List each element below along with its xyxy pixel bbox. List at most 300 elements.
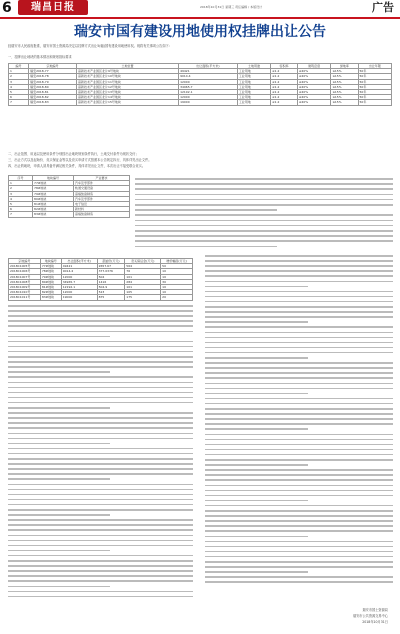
table-header-cell: 出让面积(平方米) — [61, 259, 97, 264]
text-line — [205, 495, 393, 497]
table-cell: 9014.4 — [179, 74, 238, 79]
text-line — [8, 417, 193, 419]
industry-table — [8, 175, 130, 218]
table-cell: 101 — [125, 274, 161, 279]
header-rule — [0, 17, 400, 19]
text-line — [205, 270, 393, 272]
text-line — [205, 372, 393, 374]
text-line — [8, 514, 110, 516]
text-line — [205, 281, 393, 283]
table-header-cell: 增价幅度(万元) — [161, 259, 193, 264]
text-line — [8, 315, 193, 317]
table-cell: 10 — [161, 290, 193, 295]
price-table — [8, 258, 193, 301]
text-line — [205, 490, 393, 492]
text-line — [8, 402, 193, 404]
text-line — [205, 291, 393, 293]
text-line — [8, 560, 193, 562]
table-cell: 34965.7 — [61, 279, 97, 284]
text-line — [205, 551, 393, 553]
table-cell: 高新技术产业园区北片13号地块 — [77, 90, 179, 95]
table-cell: ≥1.2 — [271, 95, 298, 100]
text-line — [8, 478, 110, 480]
text-line — [8, 463, 193, 465]
table-cell: 1 — [9, 181, 33, 186]
text-line — [8, 438, 193, 440]
table-cell: 2 — [9, 186, 33, 191]
table-cell: 工业用地 — [237, 69, 270, 74]
table-row — [9, 212, 130, 217]
text-line — [135, 235, 393, 237]
table-cell: 10 — [161, 285, 193, 290]
table-cell: 汽车及零部件 — [73, 196, 129, 201]
footer-org: 瑞安市国土资源局 — [362, 608, 388, 612]
text-line — [205, 571, 308, 573]
table-cell: 105 — [125, 290, 161, 295]
text-line — [135, 204, 393, 206]
table-cell: 瑞安2018-77 — [29, 69, 77, 74]
text-line — [205, 357, 308, 359]
table-cell: 377.0376 — [97, 269, 125, 274]
text-line — [205, 459, 393, 461]
text-line — [8, 580, 193, 582]
text-line — [135, 225, 393, 227]
table-header-cell: 土地用途 — [237, 64, 270, 69]
table-cell: 49421 — [179, 69, 238, 74]
section-heading-1: 一、挂牌出让地块的基本情况和规划指标要求 — [8, 55, 72, 59]
text-line — [8, 331, 193, 333]
table-cell: ≤15% — [331, 100, 358, 105]
table-header-cell: 宗地编号 — [29, 64, 77, 69]
table-cell: 50年 — [358, 74, 392, 79]
text-line — [205, 546, 393, 548]
text-line — [8, 540, 193, 542]
text-line — [8, 519, 193, 521]
table-header-cell: 建筑密度 — [297, 64, 330, 69]
text-line — [8, 529, 193, 531]
text-line — [205, 306, 393, 308]
table-cell: 新材料 — [73, 207, 129, 212]
table-cell: 工业用地 — [237, 100, 270, 105]
table-cell: 34965.7 — [179, 84, 238, 89]
text-line — [205, 454, 393, 456]
text-line — [8, 407, 110, 409]
mid-note-2: 三、出让方式以及起始价、竞买保证金等以及竞买申请方式按照本公告规定执行，具体详见出让文件。 — [8, 158, 152, 162]
footer-org-2: 瑞安市公共资源交易中心 — [352, 614, 388, 618]
text-line — [8, 575, 193, 577]
table-cell: ≥40% — [297, 90, 330, 95]
table-cell: 高端装备制造 — [73, 191, 129, 196]
table-cell: 12192.1 — [61, 285, 97, 290]
table-header-cell: 序号 — [9, 176, 33, 181]
table-cell: 高新技术产业园区北片14号地块 — [77, 95, 179, 100]
text-line — [205, 342, 393, 344]
table-cell: 50年 — [358, 69, 392, 74]
text-line — [205, 530, 393, 532]
table-cell: 瑞安2018-78 — [29, 74, 77, 79]
table-cell: ≤15% — [331, 79, 358, 84]
text-line — [205, 337, 393, 339]
table-cell: 瑞安2018-79 — [29, 79, 77, 84]
table-cell: 7 — [9, 100, 29, 105]
text-line — [8, 351, 193, 353]
text-line — [8, 305, 193, 307]
table-cell: ≥1.2 — [271, 74, 298, 79]
text-line — [135, 240, 393, 242]
table-cell: 2018C1008号 — [9, 279, 41, 284]
table-cell: ≤15% — [331, 95, 358, 100]
table-cell: 50年 — [358, 100, 392, 105]
text-line — [8, 458, 193, 460]
text-line — [8, 346, 193, 348]
text-line — [8, 341, 193, 343]
text-line — [205, 434, 393, 436]
text-line — [205, 469, 393, 471]
table-cell: 77#地块 — [33, 181, 74, 186]
table-cell: 10 — [161, 274, 193, 279]
text-line — [135, 178, 393, 180]
text-line — [8, 366, 193, 368]
table-cell: 4 — [9, 196, 33, 201]
table-cell: 78#地块 — [33, 186, 74, 191]
table-header-cell: 编号 — [9, 64, 29, 69]
text-line — [135, 230, 393, 232]
text-line — [205, 301, 393, 303]
header-info: 2018年10月31日 星期三 责任编辑 / 本版设计 — [200, 5, 263, 9]
table-cell: 30 — [161, 279, 193, 284]
text-line — [205, 520, 393, 522]
text-line — [205, 449, 393, 451]
table-cell: 6 — [9, 207, 33, 212]
text-line — [135, 199, 393, 201]
text-line — [205, 296, 393, 298]
table-cell: 高新技术产业园区北片9号地块 — [77, 69, 179, 74]
text-line — [205, 388, 393, 390]
table-cell: 5 — [9, 202, 33, 207]
text-line — [135, 183, 393, 185]
table-cell: 工业用地 — [237, 84, 270, 89]
table-cell: 5 — [9, 90, 29, 95]
table-row — [9, 100, 392, 105]
table-cell: 875 — [97, 295, 125, 300]
text-line — [8, 371, 110, 373]
text-line — [135, 246, 277, 248]
table-cell: 2018C1005号 — [9, 264, 41, 269]
text-line — [8, 336, 110, 338]
table-cell: 高新技术产业园区北片10号地块 — [77, 74, 179, 79]
table-cell: 3 — [9, 191, 33, 196]
table-cell: ≥1.2 — [271, 90, 298, 95]
table-cell: 1416 — [97, 279, 125, 284]
table-cell: 50年 — [358, 84, 392, 89]
table-cell: 82#地块 — [40, 290, 61, 295]
text-line — [205, 423, 393, 425]
text-line — [8, 509, 193, 511]
text-line — [8, 356, 193, 358]
table-header-cell: 容积率 — [271, 64, 298, 69]
table-header-cell: 地块编号 — [40, 259, 61, 264]
text-line — [205, 311, 393, 313]
table-cell: 50年 — [358, 95, 392, 100]
text-line — [8, 504, 193, 506]
intro-text: 经瑞安市人民政府批准，瑞安市国土资源局决定以挂牌方式出让5(幅)国有建设用地使用权。现将有关事项公告如下： — [8, 44, 172, 48]
table-cell: 12000 — [179, 79, 238, 84]
table-cell: 瑞安2018-80 — [29, 84, 77, 89]
table-cell: 77#地块 — [40, 264, 61, 269]
text-line — [205, 576, 393, 578]
table-cell: 79#地块 — [33, 191, 74, 196]
table-header-cell: 绿地率 — [331, 64, 358, 69]
page-number: 6 — [2, 0, 16, 16]
table-cell: 79#地块 — [40, 274, 61, 279]
table-cell: 6 — [9, 95, 29, 100]
text-line — [8, 422, 193, 424]
table-cell: 2018C1009号 — [9, 285, 41, 290]
table-header-cell: 竞买保证金(万元) — [125, 259, 161, 264]
table-cell: 19000 — [61, 295, 97, 300]
table-cell: 2657.67 — [97, 264, 125, 269]
table-cell: ≤15% — [331, 74, 358, 79]
table-header-cell: 出让面积(平方米) — [179, 64, 238, 69]
table-cell: 2 — [9, 74, 29, 79]
text-line — [205, 561, 393, 563]
table-cell: ≥40% — [297, 95, 330, 100]
text-line — [8, 555, 193, 557]
text-line — [205, 332, 393, 334]
text-line — [205, 367, 393, 369]
text-line — [205, 515, 393, 517]
table-cell: 49421 — [61, 264, 97, 269]
text-line — [205, 505, 393, 507]
text-line — [205, 352, 393, 354]
table-cell: 汽车及零部件 — [73, 181, 129, 186]
text-line — [205, 398, 393, 400]
text-line — [8, 361, 193, 363]
text-line — [205, 408, 393, 410]
text-line — [8, 392, 193, 394]
table-cell: 1 — [9, 69, 29, 74]
table-cell: ≥40% — [297, 69, 330, 74]
text-line — [205, 525, 393, 527]
text-line — [205, 326, 393, 328]
text-line — [8, 376, 193, 378]
text-line — [8, 535, 193, 537]
table-cell: 50 — [161, 264, 193, 269]
text-line — [205, 255, 393, 257]
table-cell: 轨道交通设备 — [73, 186, 129, 191]
table-cell: 2018C1006号 — [9, 269, 41, 274]
table-header-cell: 地块编号 — [33, 176, 74, 181]
table-cell: ≤15% — [331, 90, 358, 95]
text-line — [8, 448, 193, 450]
table-cell: 电子信息 — [73, 202, 129, 207]
text-line — [205, 479, 393, 481]
text-line — [205, 321, 308, 323]
text-line — [205, 474, 393, 476]
table-cell: 80#地块 — [33, 196, 74, 201]
text-line — [8, 489, 193, 491]
text-line — [205, 377, 393, 379]
table-cell: 高新技术产业园区北片11号地块 — [77, 79, 179, 84]
table-cell: 10 — [161, 269, 193, 274]
table-cell: 瑞安2018-81 — [29, 90, 77, 95]
text-line — [205, 485, 393, 487]
table-cell: 83#地块 — [40, 295, 61, 300]
table-cell: 81#地块 — [40, 285, 61, 290]
text-line — [8, 412, 193, 414]
table-header-cell: 产业要求 — [73, 176, 129, 181]
footer-date: 2018年10月31日 — [362, 620, 388, 624]
table-cell: ≥40% — [297, 100, 330, 105]
table-cell: 81#地块 — [33, 202, 74, 207]
table-cell: ≥40% — [297, 84, 330, 89]
table-cell: 504 — [97, 274, 125, 279]
table-cell: ≥1.2 — [271, 79, 298, 84]
text-line — [8, 382, 193, 384]
text-line — [8, 473, 193, 475]
table-cell: 4 — [9, 84, 29, 89]
table-cell: 19000 — [179, 100, 238, 105]
text-line — [205, 510, 393, 512]
table-cell: 12000 — [61, 274, 97, 279]
text-line — [8, 433, 193, 435]
table-cell: 20 — [161, 295, 193, 300]
text-line — [205, 362, 393, 364]
table-header-cell: 土地位置 — [77, 64, 179, 69]
text-line — [205, 541, 393, 543]
section-label: 广告 — [372, 1, 394, 14]
text-line — [8, 596, 193, 598]
text-line — [8, 325, 193, 327]
text-line — [205, 275, 393, 277]
table-cell: 7 — [9, 212, 33, 217]
table-cell: 82#地块 — [33, 207, 74, 212]
table-cell: 2018C1010号 — [9, 290, 41, 295]
table-cell: 工业用地 — [237, 74, 270, 79]
table-cell: 76 — [125, 269, 161, 274]
text-line — [8, 586, 110, 588]
text-line — [8, 550, 110, 552]
table-cell: 工业用地 — [237, 79, 270, 84]
text-line — [205, 444, 393, 446]
table-cell: 工业用地 — [237, 90, 270, 95]
text-line — [8, 443, 110, 445]
text-line — [205, 439, 393, 441]
table-cell: 工业用地 — [237, 95, 270, 100]
text-line — [135, 188, 393, 190]
table-cell: 284 — [125, 279, 161, 284]
table-cell: 12000 — [61, 290, 97, 295]
table-cell: 高端装备制造 — [73, 212, 129, 217]
text-line — [205, 393, 308, 395]
text-line — [8, 427, 193, 429]
table-cell: 78#地块 — [40, 269, 61, 274]
table-cell: 2018C1011号 — [9, 295, 41, 300]
text-line — [8, 387, 193, 389]
text-line — [135, 220, 393, 222]
text-line — [205, 536, 308, 538]
text-line — [205, 581, 393, 583]
land-parcel-table — [8, 63, 392, 106]
table-cell: 83#地块 — [33, 212, 74, 217]
text-line — [205, 347, 393, 349]
table-cell: 瑞安2018-83 — [29, 100, 77, 105]
table-header-cell: 宗地编号 — [9, 259, 41, 264]
table-cell: 高新技术产业园区北片15号地块 — [77, 100, 179, 105]
mid-note-1: 二、出让范围、用途以及使用条件分别按出让地块规划条件执行，土地交付条件为现状交付； — [8, 152, 139, 156]
table-cell: 高新技术产业园区北片12号地块 — [77, 84, 179, 89]
table-cell: 9014.4 — [61, 269, 97, 274]
text-line — [8, 310, 193, 312]
text-line — [205, 428, 308, 430]
table-cell: ≥1.2 — [271, 84, 298, 89]
table-cell: 523 — [97, 290, 125, 295]
text-line — [8, 397, 193, 399]
text-line — [135, 214, 393, 216]
mid-note-3: 四、出让的地块，申请人须具备并满足相关条件，具体详见出让文件，本次出让不接受联合竞买。 — [8, 164, 146, 168]
text-line — [205, 383, 393, 385]
text-line — [8, 570, 193, 572]
table-cell: 12192.1 — [179, 90, 238, 95]
text-line — [8, 565, 193, 567]
text-line — [205, 413, 393, 415]
text-line — [8, 468, 193, 470]
text-line — [205, 418, 393, 420]
table-cell: 50年 — [358, 79, 392, 84]
table-cell: 564 — [125, 264, 161, 269]
text-line — [205, 500, 308, 502]
table-cell: 50年 — [358, 90, 392, 95]
text-line — [205, 464, 308, 466]
text-line — [8, 453, 193, 455]
text-line — [8, 545, 193, 547]
text-line — [135, 209, 277, 211]
text-line — [205, 556, 393, 558]
table-cell: ≥40% — [297, 74, 330, 79]
table-cell: ≤15% — [331, 84, 358, 89]
text-line — [8, 591, 193, 593]
table-row — [9, 295, 193, 300]
table-cell: 80#地块 — [40, 279, 61, 284]
table-cell: 12000 — [179, 95, 238, 100]
text-line — [205, 265, 393, 267]
text-line — [205, 403, 393, 405]
text-line — [8, 320, 193, 322]
text-line — [205, 286, 308, 288]
table-header-cell: 出让年限 — [358, 64, 392, 69]
table-cell: ≥1.2 — [271, 100, 298, 105]
table-cell: 瑞安2018-82 — [29, 95, 77, 100]
table-cell: 2018C1007号 — [9, 274, 41, 279]
text-line — [205, 260, 393, 262]
notice-title: 瑞安市国有建设用地使用权挂牌出让公告 — [74, 24, 326, 40]
table-cell: 101 — [125, 285, 161, 290]
table-cell: 504.9 — [97, 285, 125, 290]
text-line — [205, 566, 393, 568]
text-line — [8, 499, 193, 501]
page-header — [0, 0, 400, 16]
text-line — [8, 524, 193, 526]
text-line — [8, 484, 193, 486]
text-line — [205, 316, 393, 318]
table-header-cell: 起始价(万元) — [97, 259, 125, 264]
text-line — [8, 494, 193, 496]
text-line — [135, 194, 393, 196]
table-cell: ≤15% — [331, 69, 358, 74]
table-cell: ≥1.2 — [271, 69, 298, 74]
table-cell: ≥40% — [297, 79, 330, 84]
table-cell: 175 — [125, 295, 161, 300]
